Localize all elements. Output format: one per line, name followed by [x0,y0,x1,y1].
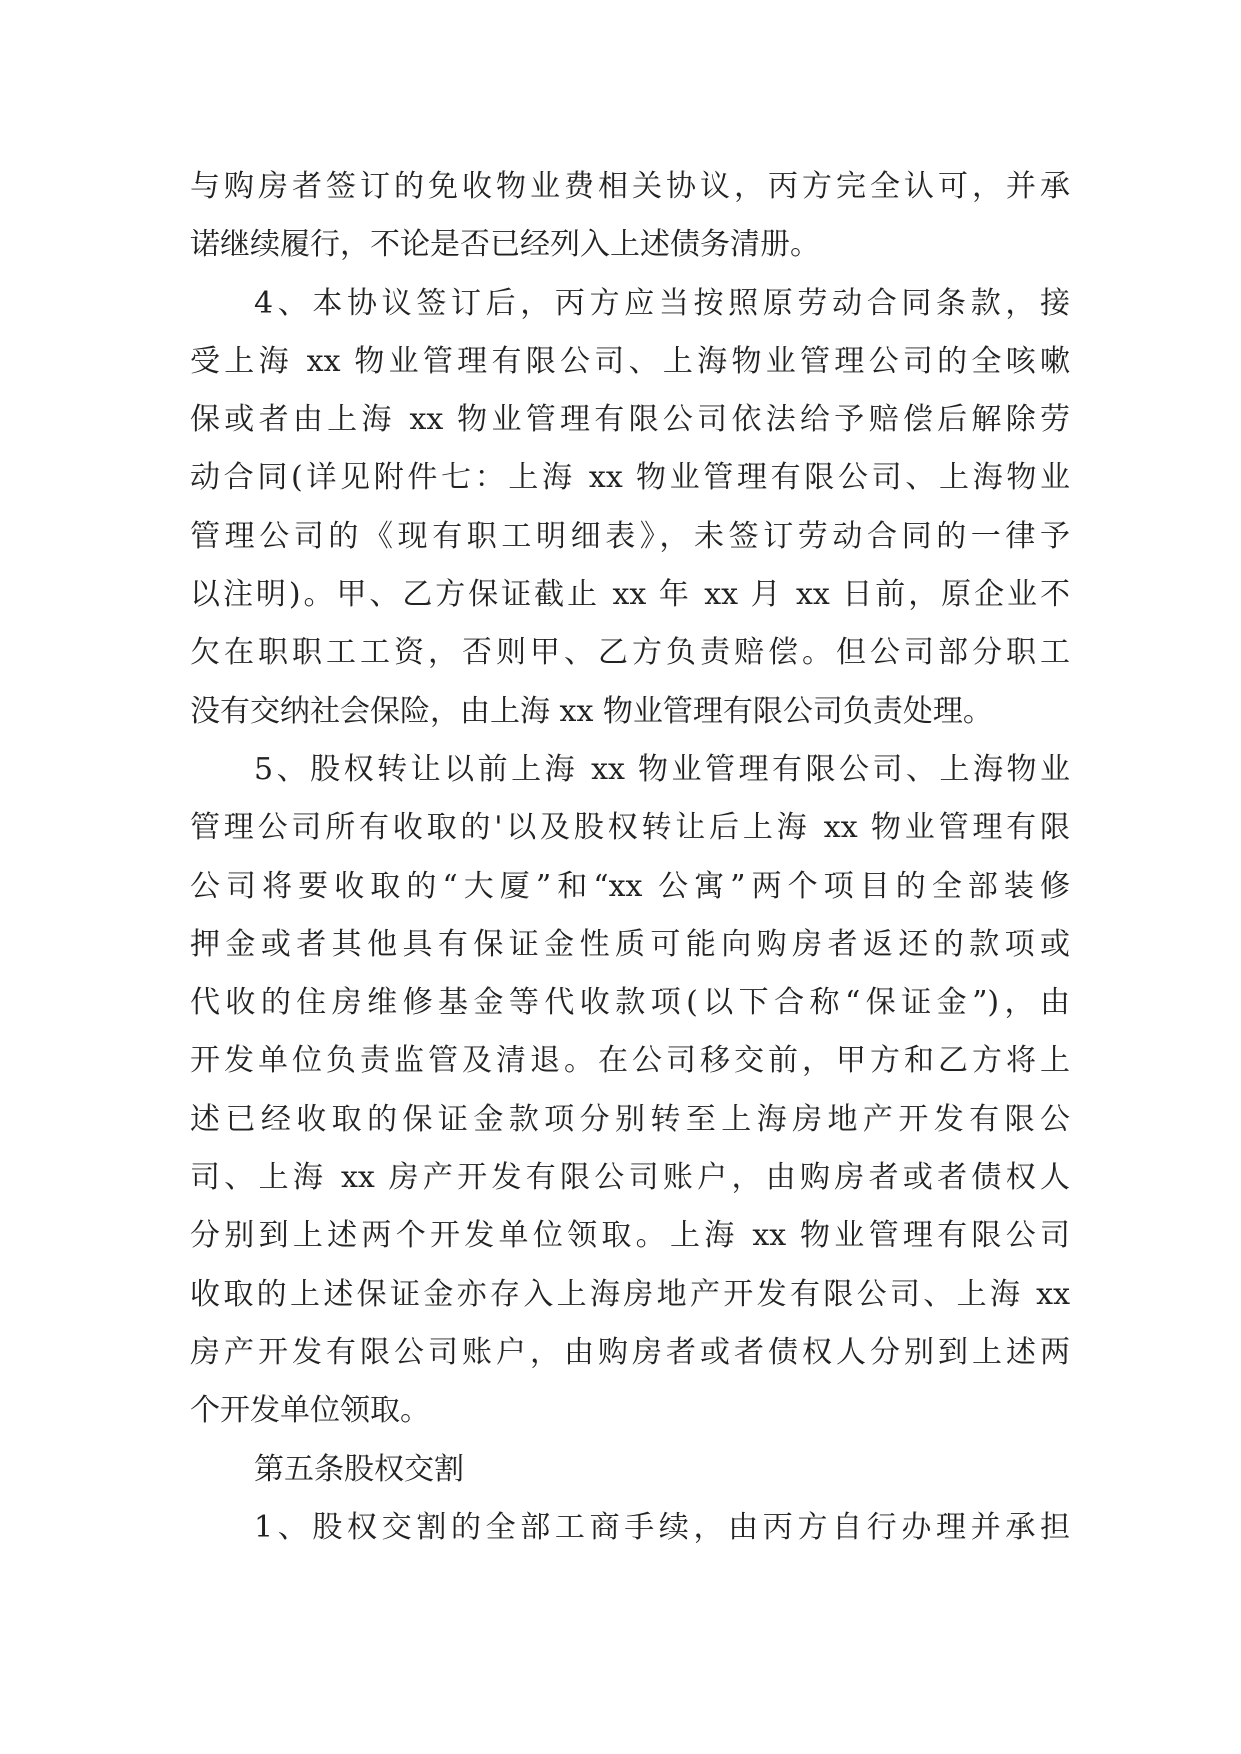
text-line: 房产开发有限公司账户，由购房者或者债权人分别到上述两 [190,1334,1070,1370]
heading-line: 第五条股权交割 [254,1451,464,1487]
text-line: 动合同(详见附件七：上海 xx 物业管理有限公司、上海物业 [190,460,1070,496]
text-line: 保或者由上海 xx 物业管理有限公司依法给予赔偿后解除劳 [190,402,1070,438]
text-line: 个开发单位领取。 [190,1393,430,1429]
text-line: 开发单位负责监管及清退。在公司移交前，甲方和乙方将上 [190,1043,1070,1079]
text-line: 诺继续履行，不论是否已经列入上述债务清册。 [190,227,820,263]
text-line: 受上海 xx 物业管理有限公司、上海物业管理公司的全咳嗽 [190,343,1070,379]
document-body [190,158,1070,1557]
text-line: 没有交纳社会保险，由上海 xx 物业管理有限公司负责处理。 [190,693,993,729]
article-heading [190,1441,1070,1499]
text-line: 收取的上述保证金亦存入上海房地产开发有限公司、上海 xx [190,1276,1070,1312]
text-line: 管理公司所有收取的'以及股权转让后上海 xx 物业管理有限 [190,810,1070,846]
paragraph-continuation [190,158,1070,275]
text-line: 与购房者签订的免收物业费相关协议，丙方完全认可，并承 [190,169,1070,204]
text-line: 代收的住房维修基金等代收款项(以下合称“保证金”)，由 [190,985,1070,1021]
text-line: 1、股权交割的全部工商手续，由丙方自行办理并承担 [254,1509,1070,1545]
text-line: 述已经收取的保证金款项分别转至上海房地产开发有限公 [190,1101,1070,1137]
text-line: 以注明)。甲、乙方保证截止 xx 年 xx 月 xx 日前，原企业不 [190,577,1070,613]
paragraph-item-4 [190,275,1070,741]
paragraph-article-5-item-1 [190,1499,1070,1557]
text-line: 司、上海 xx 房产开发有限公司账户，由购房者或者债权人 [190,1160,1070,1196]
text-line: 公司将要收取的“大厦”和“xx 公寓”两个项目的全部装修 [190,868,1070,904]
text-line: 管理公司的《现有职工明细表》，未签订劳动合同的一律予 [190,518,1070,554]
paragraph-item-5 [190,741,1070,1441]
text-line: 分别到上述两个开发单位领取。上海 xx 物业管理有限公司 [190,1218,1070,1254]
text-line: 5、股权转让以前上海 xx 物业管理有限公司、上海物业 [254,751,1070,787]
text-line: 欠在职职工工资，否则甲、乙方负责赔偿。但公司部分职工 [190,635,1070,671]
text-line: 4、本协议签订后，丙方应当按照原劳动合同条款，接 [254,285,1070,321]
text-line: 押金或者其他具有保证金性质可能向购房者返还的款项或 [190,926,1070,962]
